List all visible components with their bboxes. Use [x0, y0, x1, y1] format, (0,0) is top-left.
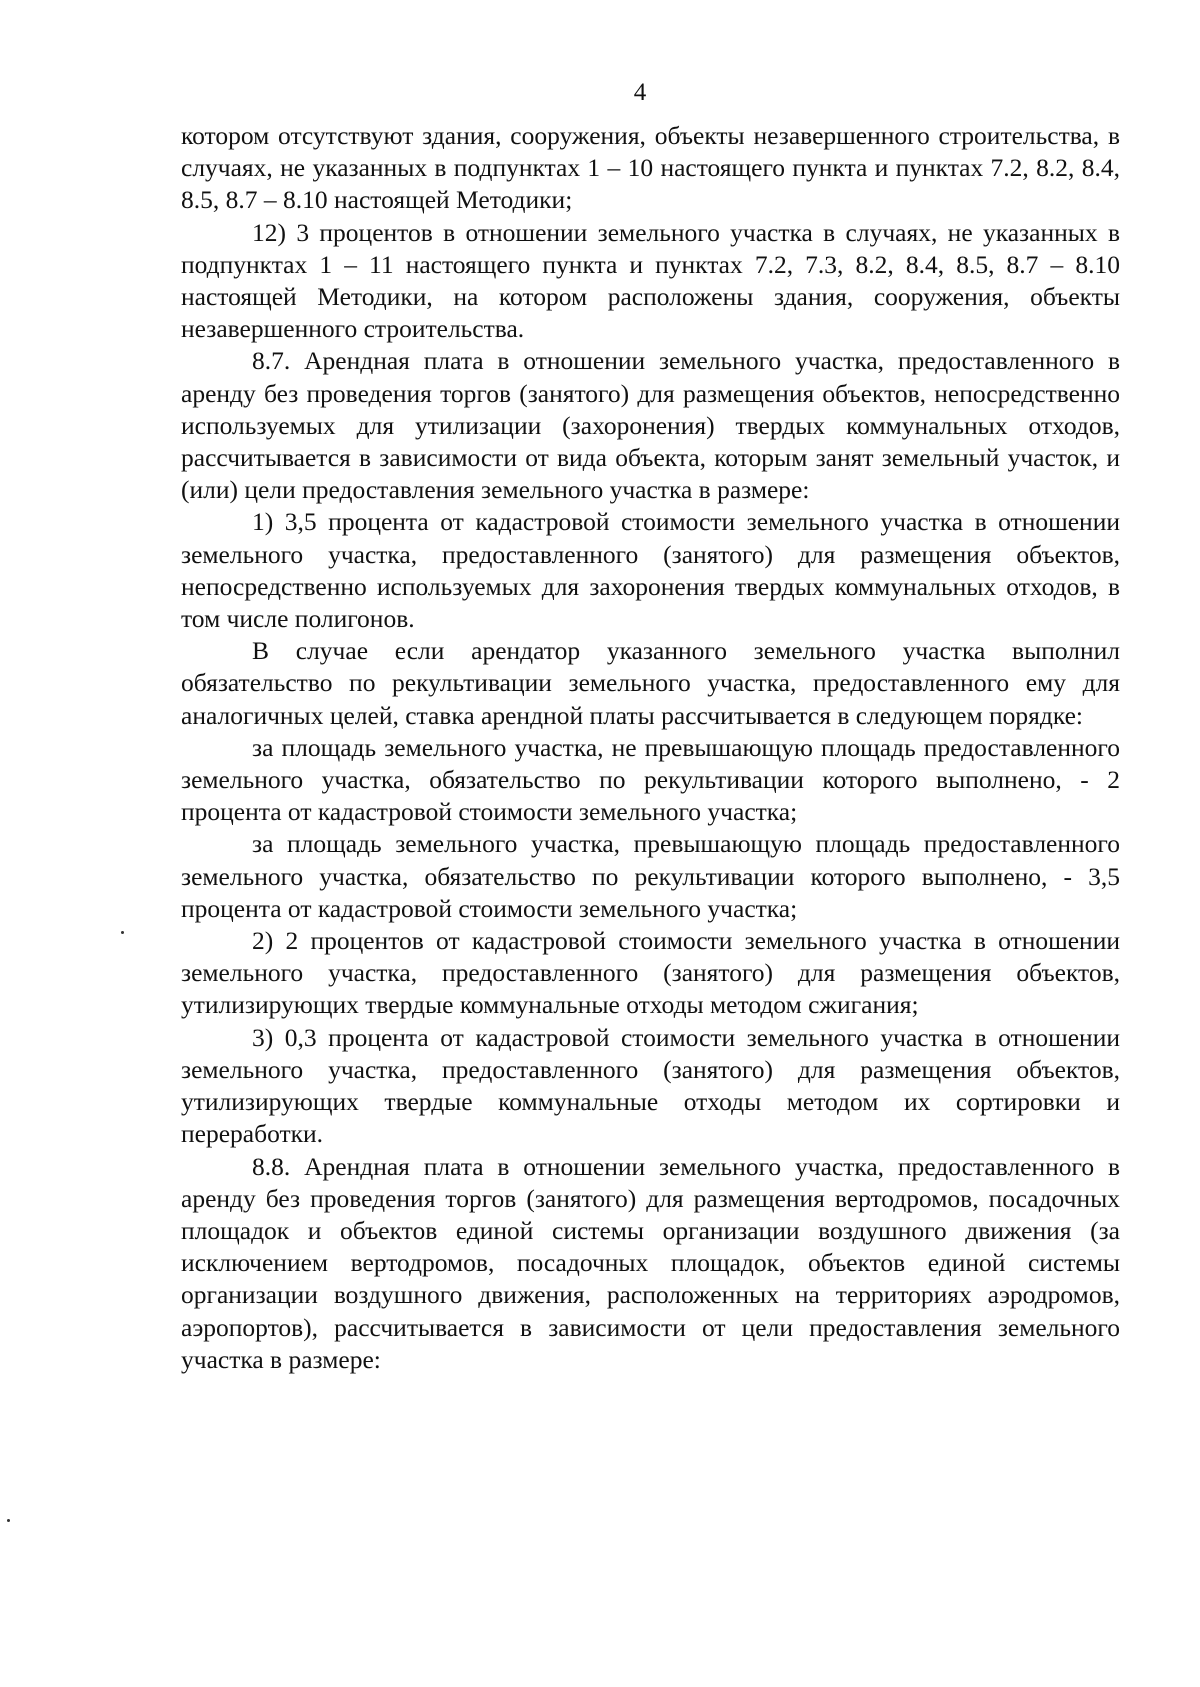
- paragraph-area-exceeding: за площадь земельного участка, превышающую площадь предоставленного земельного участка, обязательство по рекультивации которого выполнено, - 3,5 процента от кадастровой стоимости земельного участка;: [181, 829, 1120, 923]
- page-number: 4: [633, 79, 647, 106]
- scan-speck: [121, 931, 124, 934]
- paragraph-recultivation-case: В случае если арендатор указанного земельного участка выполнил обязательство по рекультивации земельного участка, предоставленного ему для аналогичных целей, ставка арендной платы рассчитывается в следующем порядке:: [181, 636, 1120, 730]
- document-body: [181, 120, 1120, 1376]
- paragraph-continuation: котором отсутствуют здания, сооружения, объекты незавершенного строительства, в случаях, не указанных в подпунктах 1 – 10 настоящего пункта и пунктах 7.2, 8.2, 8.4, 8.5, 8.7 – 8.10 настоящей Методики;: [181, 121, 1120, 215]
- paragraph-subitem-3: 3) 0,3 процента от кадастровой стоимости земельного участка в отношении земельного участка, предоставленного (занятого) для размещения объектов, утилизирующих твердые коммунальные отходы методом их сортировки и переработки.: [181, 1022, 1120, 1149]
- paragraph-subitem-12: 12) 3 процентов в отношении земельного участка в случаях, не указанных в подпунктах 1 – 11 настоящего пункта и пунктах 7.2, 7.3, 8.2, 8.4, 8.5, 8.7 – 8.10 настоящей Методики, на котором расположены здания, сооружения, объекты незавершенного строительства.: [181, 217, 1120, 344]
- paragraph-subitem-1: 1) 3,5 процента от кадастровой стоимости земельного участка в отношении земельного участка, предоставленного (занятого) для размещения объектов, непосредственно используемых для захоронения твердых коммунальных отходов, в том числе полигонов.: [181, 507, 1120, 634]
- paragraph-section-8-7: 8.7. Арендная плата в отношении земельного участка, предоставленного в аренду без проведения торгов (занятого) для размещения объектов, непосредственно используемых для утилизации (захоронения) твердых коммунальных отходов, рассчитывается в зависимости от вида объекта, которым занят земельный участок, и (или) цели предоставления земельного участка в размере:: [181, 346, 1120, 505]
- scan-speck: [7, 1519, 10, 1522]
- paragraph-section-8-8: 8.8. Арендная плата в отношении земельного участка, предоставленного в аренду без проведения торгов (занятого) для размещения вертодромов, посадочных площадок и объектов единой системы организации воздушного движения (за исключением вертодромов, посадочных площадок, объектов единой системы организации воздушного движения, расположенных на территориях аэродромов, аэропортов), рассчитывается в зависимости от цели предоставления земельного участка в размере:: [181, 1151, 1120, 1374]
- paragraph-area-not-exceeding: за площадь земельного участка, не превышающую площадь предоставленного земельного участка, обязательство по рекультивации которого выполнено, - 2 процента от кадастровой стоимости земельного участка;: [181, 732, 1120, 827]
- paragraph-subitem-2: 2) 2 процентов от кадастровой стоимости земельного участка в отношении земельного участка, предоставленного (занятого) для размещения объектов, утилизирующих твердые коммунальные отходы методом сжигания;: [181, 926, 1120, 1020]
